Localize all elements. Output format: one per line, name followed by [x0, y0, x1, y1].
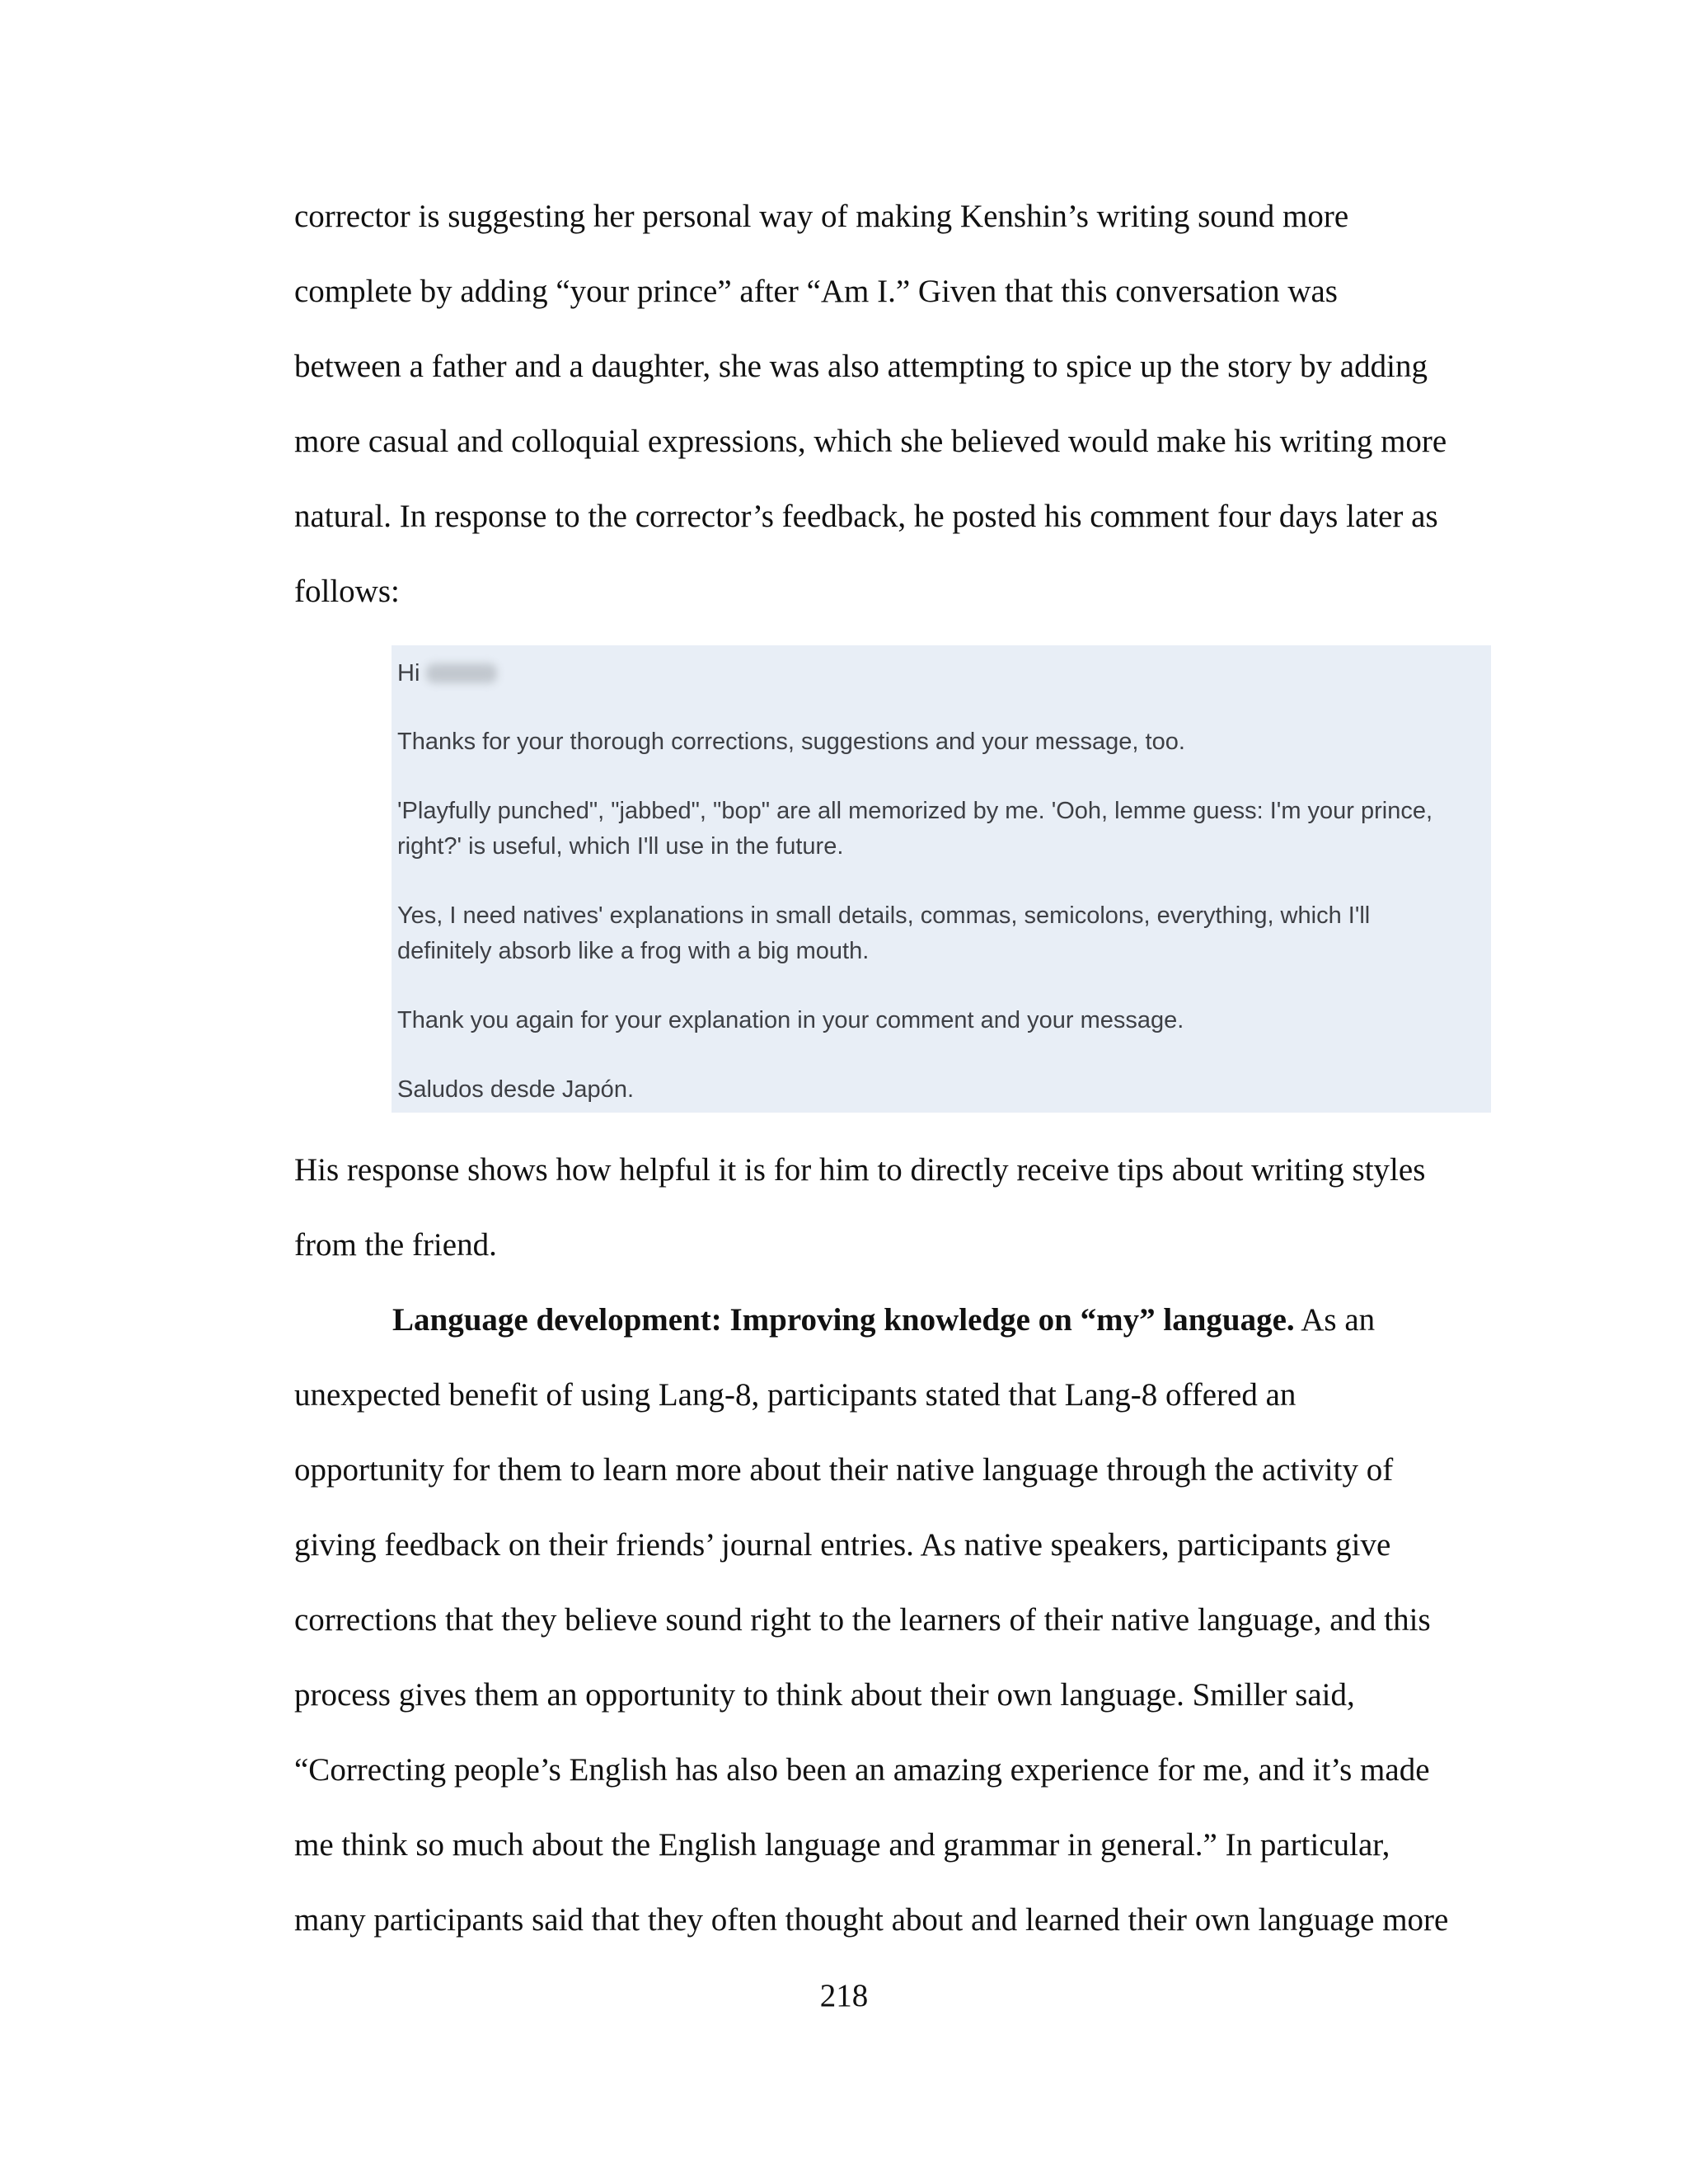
body-text-line: follows:: [294, 574, 400, 609]
body-text-line: me think so much about the English language and grammar in general.” In particular,: [294, 1827, 1390, 1863]
body-text-line: process gives them an opportunity to think about their own language. Smiller said,: [294, 1677, 1355, 1713]
body-text-line: unexpected benefit of using Lang-8, participants stated that Lang-8 offered an: [294, 1377, 1296, 1413]
body-text-line: corrector is suggesting her personal way of making Kenshin’s writing sound more: [294, 199, 1349, 234]
body-text-line: more casual and colloquial expressions, which she believed would make his writing more: [294, 424, 1447, 459]
comment-greeting: [397, 662, 497, 686]
body-text-line: between a father and a daughter, she was also attempting to spice up the story by adding: [294, 349, 1428, 384]
comment-line: Yes, I need natives' explanations in small details, commas, semicolons, everything, which I'll: [397, 902, 1371, 929]
body-text-line: opportunity for them to learn more about their native language through the activity of: [294, 1452, 1394, 1488]
section-first-line: [392, 1304, 1375, 1336]
comment-line: Thank you again for your explanation in your comment and your message.: [397, 1007, 1184, 1033]
body-text-line: corrections that they believe sound right to the learners of their native language, and this: [294, 1602, 1431, 1638]
body-text-line: giving feedback on their friends’ journal entries. As native speakers, participants give: [294, 1527, 1391, 1563]
comment-greeting-word: Hi: [397, 660, 420, 687]
comment-line: Thanks for your thorough corrections, suggestions and your message, too.: [397, 729, 1185, 755]
body-text-line: from the friend.: [294, 1227, 497, 1263]
section-heading: Language development: Improving knowledge on “my” language.: [392, 1302, 1295, 1338]
comment-line: Saludos desde Japón.: [397, 1076, 634, 1103]
body-text-line: “Correcting people’s English has also been an amazing experience for me, and it’s made: [294, 1752, 1430, 1788]
comment-line: right?' is useful, which I'll use in the future.: [397, 833, 844, 860]
body-text-line: many participants said that they often thought about and learned their own language more: [294, 1902, 1449, 1938]
comment-line: definitely absorb like a frog with a big mouth.: [397, 938, 870, 964]
page-number: 218: [819, 1978, 869, 2013]
comment-screenshot: [392, 645, 1491, 1113]
blurred-username: [426, 663, 497, 683]
body-text-line: natural. In response to the corrector’s feedback, he posted his comment four days later as: [294, 499, 1438, 534]
body-text-line: complete by adding “your prince” after “Am I.” Given that this conversation was: [294, 274, 1338, 309]
comment-line: 'Playfully punched", "jabbed", "bop" are all memorized by me. 'Ooh, lemme guess: I'm your prince,: [397, 798, 1433, 824]
body-text-line: His response shows how helpful it is for him to directly receive tips about writing styles: [294, 1152, 1426, 1188]
section-heading-continuation: As an: [1301, 1302, 1376, 1338]
